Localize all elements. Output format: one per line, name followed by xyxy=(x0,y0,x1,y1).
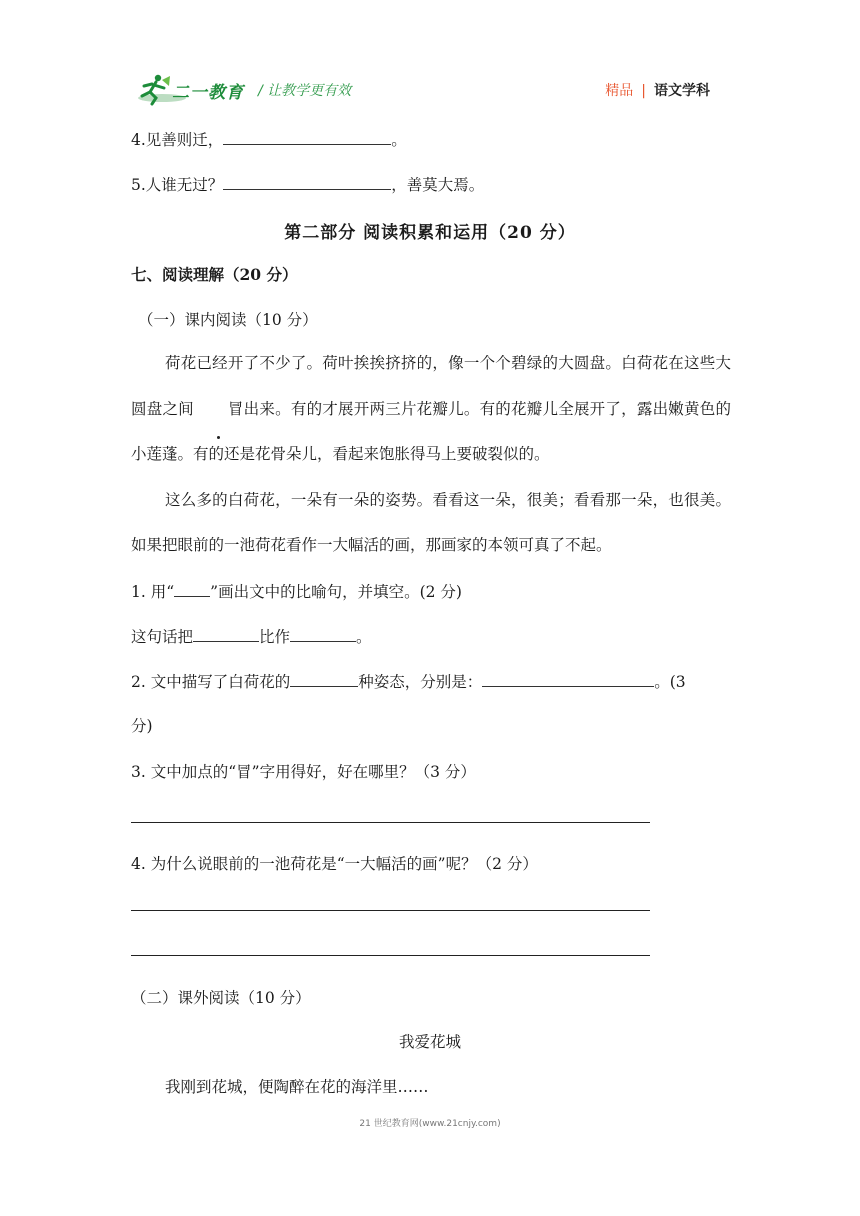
question-1-fill: 这句话把 比作 。 xyxy=(131,625,372,647)
answer-blank[interactable] xyxy=(193,625,259,642)
answer-line[interactable] xyxy=(131,910,650,911)
answer-blank[interactable] xyxy=(290,625,356,642)
passage-one xyxy=(131,341,731,569)
subject-label: 语文学科 xyxy=(654,83,710,99)
answer-blank[interactable] xyxy=(482,670,654,687)
tag-separator: | xyxy=(641,83,646,99)
dotted-character: 冒 xyxy=(194,387,244,433)
passage-paragraph: 这么多的白荷花，一朵有一朵的姿势。看看这一朵，很美；看看那一朵，也很美。如果把眼前的一池荷花看作一大幅活的画，那画家的本领可真了不起。 xyxy=(131,490,731,554)
underline-sample xyxy=(174,580,210,597)
logo-text: 二一教育 xyxy=(172,83,244,103)
section-seven-heading: 七、阅读理解（20 分） xyxy=(131,265,298,284)
question-3: 3. 文中加点的“冒”字用得好，好在哪里？（3 分） xyxy=(131,763,476,781)
passage-paragraph: 荷花已经开了不少了。荷叶挨挨挤挤的，像一个个碧绿的大圆盘。白荷花在这些大圆盘之间 冒出来。有的才展开两三片花瓣儿。有的花瓣儿全展开了，露出嫩黄色的小莲蓬。有的还是花骨朵儿，看起来饱胀得马上要破裂似的。 xyxy=(131,354,731,463)
question-1: 1. 用“ ”画出文中的比喻句，并填空。(2 分) xyxy=(131,580,462,602)
header-slogan: / 让教学更有效 xyxy=(258,83,352,99)
subsection-one-heading: （一）课内阅读（10 分） xyxy=(138,311,318,329)
fill-question-5: 5.人谁无过？ ，善莫大焉。 xyxy=(131,173,484,195)
passage-two-title: 我爱花城 xyxy=(398,1033,461,1051)
answer-line[interactable] xyxy=(131,822,650,823)
question-2-cont: 分) xyxy=(131,717,153,735)
subsection-two-heading: （二）课外阅读（10 分） xyxy=(131,989,311,1007)
answer-blank[interactable] xyxy=(223,173,391,190)
answer-blank[interactable] xyxy=(290,670,358,687)
answer-line[interactable] xyxy=(131,955,650,956)
part-two-heading: 第二部分 阅读积累和运用（20 分） xyxy=(284,223,576,243)
question-4: 4. 为什么说眼前的一池荷花是“一大幅活的画”呢？（2 分） xyxy=(131,855,538,873)
subject-tag xyxy=(605,80,710,100)
premium-label: 精品 xyxy=(605,83,634,99)
page-header xyxy=(0,0,860,110)
passage-two-line: 我刚到花城，便陶醉在花的海洋里…… xyxy=(165,1078,429,1096)
fill-question-4: 4.见善则迁， 。 xyxy=(131,128,407,150)
answer-blank[interactable] xyxy=(223,128,391,145)
page-footer: 21 世纪教育网(www.21cnjy.com) xyxy=(359,1119,501,1129)
question-2: 2. 文中描写了白荷花的 种姿态，分别是： 。(3 xyxy=(131,670,686,692)
